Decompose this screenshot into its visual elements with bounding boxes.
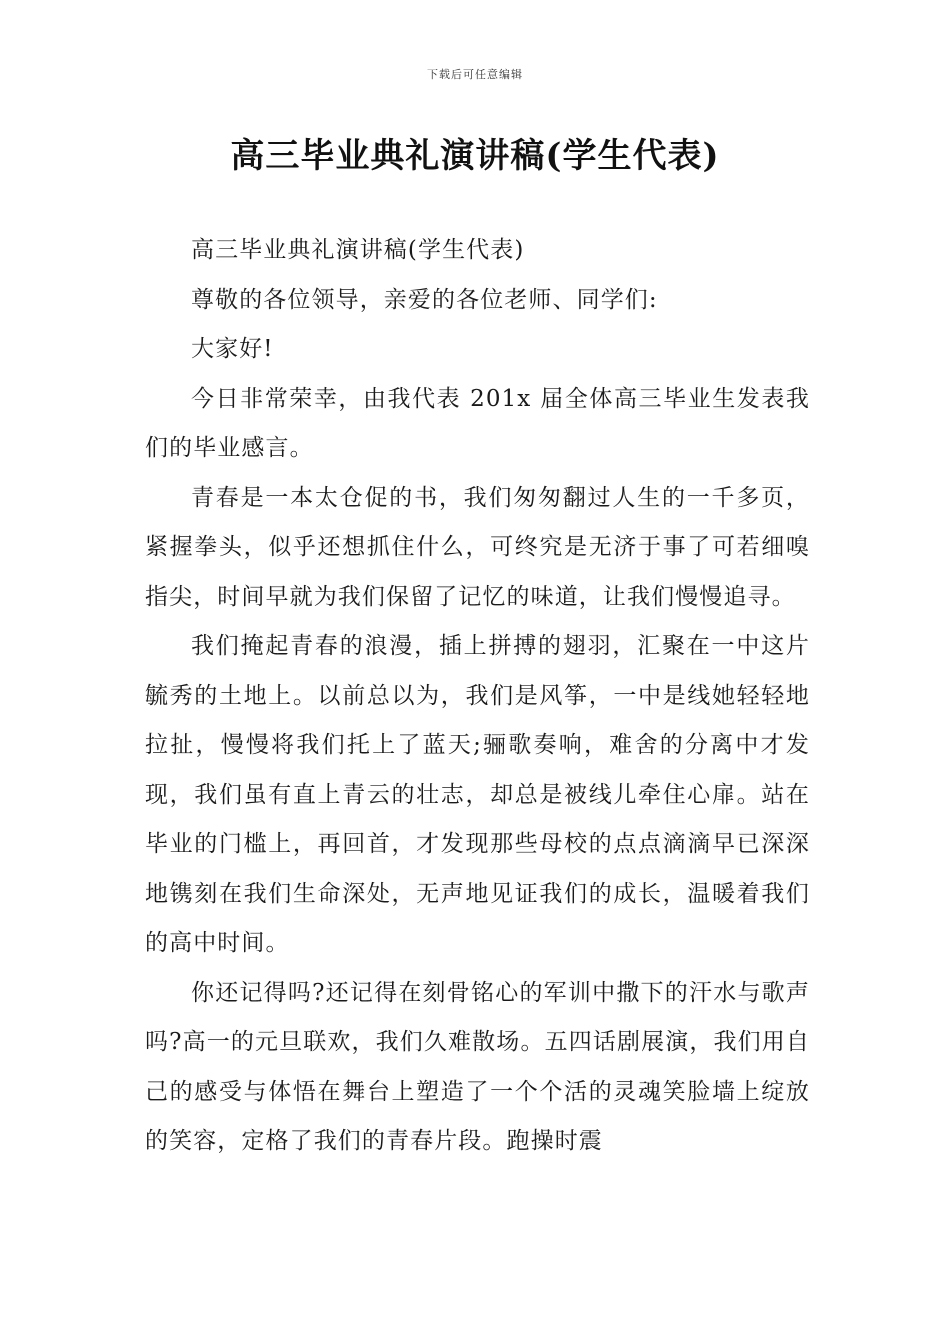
paragraph: 青春是一本太仓促的书，我们匆匆翻过人生的一千多页，紧握拳头，似乎还想抓住什么，可终究是无济于事了可若细嗅指尖，时间早就为我们保留了记忆的味道，让我们慢慢追寻。: [145, 484, 810, 610]
paragraph: 我们掩起青春的浪漫，插上拼搏的翅羽，汇聚在一中这片毓秀的土地上。以前总以为，我们是风筝，一中是线她轻轻地拉扯，慢慢将我们托上了蓝天;骊歌奏响，难舍的分离中才发现，我们虽有直上青云的壮志，却总是被线儿牵住心扉。站在毕业的门槛上，再回首，才发现那些母校的点点滴滴早已深深地镌刻在我们生命深处，无声地见证我们的成长，温暖着我们的高中时间。: [145, 633, 810, 956]
paragraph: 你还记得吗?还记得在刻骨铭心的军训中撒下的汗水与歌声吗?高一的元旦联欢，我们久难散场。五四话剧展演，我们用自己的感受与体悟在舞台上塑造了一个个活的灵魂笑脸墙上绽放的笑容，定格了我们的青春片段。跑操时震: [145, 979, 810, 1154]
document-body: [145, 226, 810, 1167]
paragraph: 尊敬的各位领导，亲爱的各位老师、同学们:: [191, 286, 658, 313]
paragraph: 大家好!: [191, 336, 274, 362]
paragraph: 高三毕业典礼演讲稿(学生代表): [191, 237, 525, 263]
document-title: 高三毕业典礼演讲稿(学生代表): [230, 136, 720, 176]
paragraph: 今日非常荣幸，由我代表 201x 届全体高三毕业生发表我们的毕业感言。: [145, 385, 810, 461]
header-note: 下载后可任意编辑: [427, 68, 523, 81]
